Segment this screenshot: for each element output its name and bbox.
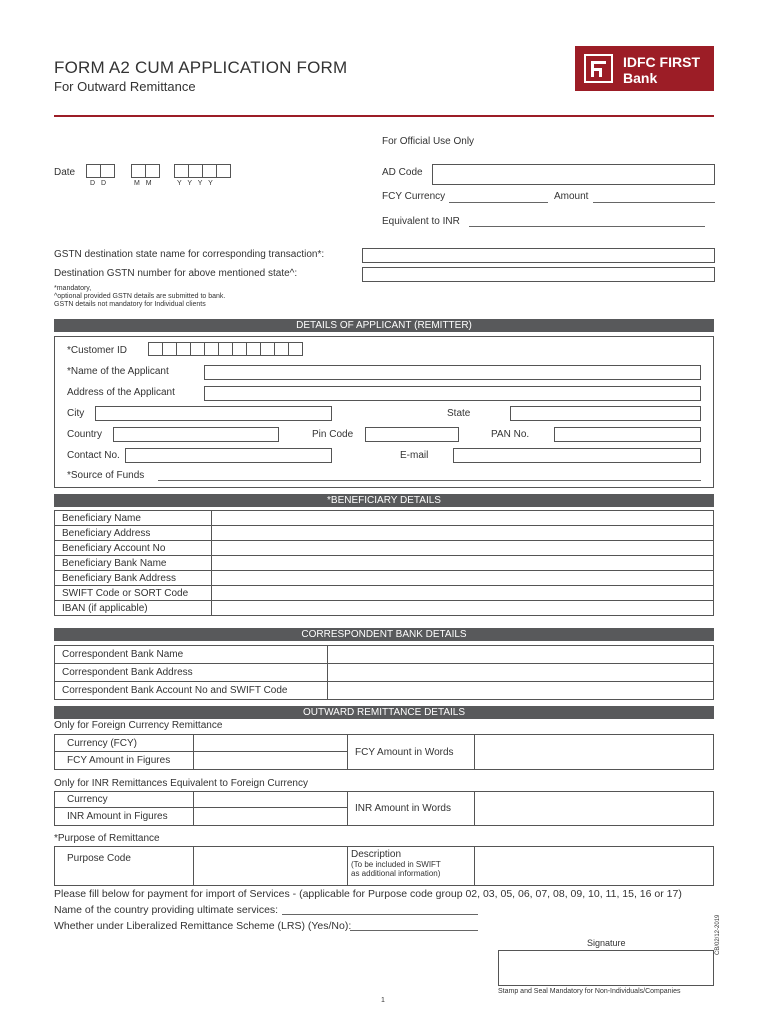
applicant-name-field[interactable] bbox=[204, 365, 701, 380]
fcy-currency-label: FCY Currency bbox=[382, 191, 446, 202]
state-label: State bbox=[447, 408, 471, 419]
row-value-field[interactable] bbox=[328, 682, 714, 700]
inr-figures-field[interactable] bbox=[194, 808, 348, 826]
description-cell bbox=[348, 847, 475, 886]
page-number: 1 bbox=[381, 997, 385, 1004]
equiv-inr-line[interactable] bbox=[469, 226, 705, 227]
fcy-currency-line[interactable] bbox=[449, 202, 548, 203]
logo-text-line2: Bank bbox=[623, 70, 658, 86]
ad-code-field[interactable] bbox=[432, 164, 715, 185]
customer-id-label: *Customer ID bbox=[67, 345, 128, 356]
country-services-line[interactable] bbox=[282, 914, 478, 915]
lrs-line[interactable] bbox=[350, 930, 478, 931]
row-value-field[interactable] bbox=[328, 664, 714, 682]
currency-fcy-label: Currency (FCY) bbox=[55, 735, 194, 752]
row-value-field[interactable] bbox=[212, 601, 714, 616]
row-value-field[interactable] bbox=[212, 526, 714, 541]
description-note-1: (To be included in SWIFT bbox=[351, 860, 441, 869]
city-label: City bbox=[67, 408, 85, 419]
source-of-funds-label: *Source of Funds bbox=[67, 470, 145, 481]
fcy-section-title: Only for Foreign Currency Remittance bbox=[54, 720, 223, 731]
row-label: Beneficiary Address bbox=[55, 526, 212, 541]
inr-words-field[interactable] bbox=[475, 792, 714, 826]
source-of-funds-line[interactable] bbox=[158, 480, 701, 481]
contact-field[interactable] bbox=[125, 448, 332, 463]
row-label: Beneficiary Bank Name bbox=[55, 556, 212, 571]
gstn-number-field[interactable] bbox=[362, 267, 715, 282]
gstn-number-label: Destination GSTN number for above mentioned state^: bbox=[54, 268, 298, 279]
table-row bbox=[55, 682, 714, 700]
fcy-figures-label: FCY Amount in Figures bbox=[55, 752, 194, 770]
table-row bbox=[55, 586, 714, 601]
date-year-boxes[interactable] bbox=[174, 164, 230, 181]
row-value-field[interactable] bbox=[212, 541, 714, 556]
currency-fcy-field[interactable] bbox=[194, 735, 348, 752]
currency-field[interactable] bbox=[194, 792, 348, 808]
pan-field[interactable] bbox=[554, 427, 701, 442]
date-hint-day: D D bbox=[90, 180, 109, 187]
date-month-boxes[interactable] bbox=[131, 164, 159, 181]
applicant-address-field[interactable] bbox=[204, 386, 701, 401]
stamp-note: Stamp and Seal Mandatory for Non-Individuals/Companies bbox=[498, 988, 681, 995]
applicant-name-label: *Name of the Applicant bbox=[67, 366, 169, 377]
row-label: Correspondent Bank Name bbox=[55, 646, 328, 664]
table-row bbox=[55, 646, 714, 664]
official-use-label: For Official Use Only bbox=[382, 136, 475, 147]
outward-section-heading: OUTWARD REMITTANCE DETAILS bbox=[54, 706, 714, 719]
table-row bbox=[55, 511, 714, 526]
inr-table bbox=[54, 791, 714, 826]
note-mandatory: *mandatory, bbox=[54, 285, 92, 292]
description-field[interactable] bbox=[475, 847, 714, 886]
date-hint-year: Y Y Y Y bbox=[177, 180, 215, 187]
applicant-section-heading: DETAILS OF APPLICANT (REMITTER) bbox=[54, 319, 714, 332]
pin-code-field[interactable] bbox=[365, 427, 459, 442]
country-field[interactable] bbox=[113, 427, 279, 442]
amount-line[interactable] bbox=[593, 202, 715, 203]
table-row bbox=[55, 526, 714, 541]
logo-text-line1: IDFC FIRST bbox=[623, 54, 700, 70]
side-code: CB/02/12-2019 bbox=[715, 914, 721, 955]
gstn-state-label: GSTN destination state name for corresponding transaction*: bbox=[54, 249, 325, 260]
pin-code-label: Pin Code bbox=[312, 429, 354, 440]
contact-label: Contact No. bbox=[67, 450, 120, 461]
row-value-field[interactable] bbox=[212, 511, 714, 526]
email-label: E-mail bbox=[400, 450, 429, 461]
row-value-field[interactable] bbox=[328, 646, 714, 664]
date-hint-month: M M bbox=[134, 180, 154, 187]
fcy-figures-field[interactable] bbox=[194, 752, 348, 770]
services-note: Please fill below for payment for import of Services - (applicable for Purpose code group 02, 03, 05, 06, 07, 08, 09, 10, 11, 15, 16 or 17) bbox=[54, 888, 682, 900]
row-label: SWIFT Code or SORT Code bbox=[55, 586, 212, 601]
logo-mark-icon bbox=[584, 54, 613, 83]
table-row bbox=[55, 601, 714, 616]
row-label: Correspondent Bank Account No and SWIFT Code bbox=[55, 682, 328, 700]
row-value-field[interactable] bbox=[212, 586, 714, 601]
fcy-words-label: FCY Amount in Words bbox=[348, 735, 475, 770]
table-row bbox=[55, 664, 714, 682]
country-services-label: Name of the country providing ultimate services: bbox=[54, 904, 279, 916]
fcy-table bbox=[54, 734, 714, 770]
description-note-2: as additional information) bbox=[351, 869, 441, 878]
table-row bbox=[55, 571, 714, 586]
correspondent-table bbox=[54, 645, 714, 700]
table-row bbox=[55, 541, 714, 556]
row-label: Beneficiary Account No bbox=[55, 541, 212, 556]
equiv-inr-label: Equivalent to INR bbox=[382, 216, 460, 227]
bank-logo bbox=[575, 46, 714, 91]
form-title: FORM A2 CUM APPLICATION FORM bbox=[54, 58, 348, 77]
customer-id-boxes[interactable] bbox=[148, 342, 302, 359]
lrs-label: Whether under Liberalized Remittance Scheme (LRS) (Yes/No): bbox=[54, 920, 352, 932]
signature-label: Signature bbox=[587, 938, 626, 948]
inr-figures-label: INR Amount in Figures bbox=[55, 808, 194, 826]
date-label: Date bbox=[54, 167, 76, 178]
purpose-code-label: Purpose Code bbox=[55, 847, 194, 886]
inr-section-title: Only for INR Remittances Equivalent to Foreign Currency bbox=[54, 778, 308, 789]
amount-label: Amount bbox=[554, 191, 589, 202]
row-label: Beneficiary Bank Address bbox=[55, 571, 212, 586]
signature-box[interactable] bbox=[498, 950, 714, 986]
row-label: Beneficiary Name bbox=[55, 511, 212, 526]
table-row bbox=[55, 556, 714, 571]
state-field[interactable] bbox=[510, 406, 701, 421]
country-label: Country bbox=[67, 429, 103, 440]
description-label: Description bbox=[351, 849, 402, 860]
row-value-field[interactable] bbox=[212, 571, 714, 586]
date-day-boxes[interactable] bbox=[86, 164, 114, 181]
purpose-code-field[interactable] bbox=[194, 847, 348, 886]
correspondent-section-heading: CORRESPONDENT BANK DETAILS bbox=[54, 628, 714, 641]
purpose-section-title: *Purpose of Remittance bbox=[54, 833, 160, 844]
form-subtitle: For Outward Remittance bbox=[54, 79, 196, 94]
row-value-field[interactable] bbox=[212, 556, 714, 571]
beneficiary-table bbox=[54, 510, 714, 616]
fcy-words-field[interactable] bbox=[475, 735, 714, 770]
ad-code-label: AD Code bbox=[382, 167, 423, 178]
row-label: IBAN (if applicable) bbox=[55, 601, 212, 616]
purpose-table bbox=[54, 846, 714, 886]
header-divider bbox=[54, 115, 714, 117]
inr-words-label: INR Amount in Words bbox=[348, 792, 475, 826]
row-label: Correspondent Bank Address bbox=[55, 664, 328, 682]
beneficiary-section-heading: *BENEFICIARY DETAILS bbox=[54, 494, 714, 507]
currency-label: Currency bbox=[55, 792, 194, 808]
applicant-address-label: Address of the Applicant bbox=[67, 387, 175, 398]
email-field[interactable] bbox=[453, 448, 701, 463]
gstn-state-field[interactable] bbox=[362, 248, 715, 263]
note-optional: ^optional provided GSTN details are submitted to bank. bbox=[54, 293, 226, 300]
pan-label: PAN No. bbox=[491, 429, 530, 440]
city-field[interactable] bbox=[95, 406, 332, 421]
note-gstn: GSTN details not mandatory for Individual clients bbox=[54, 301, 206, 308]
